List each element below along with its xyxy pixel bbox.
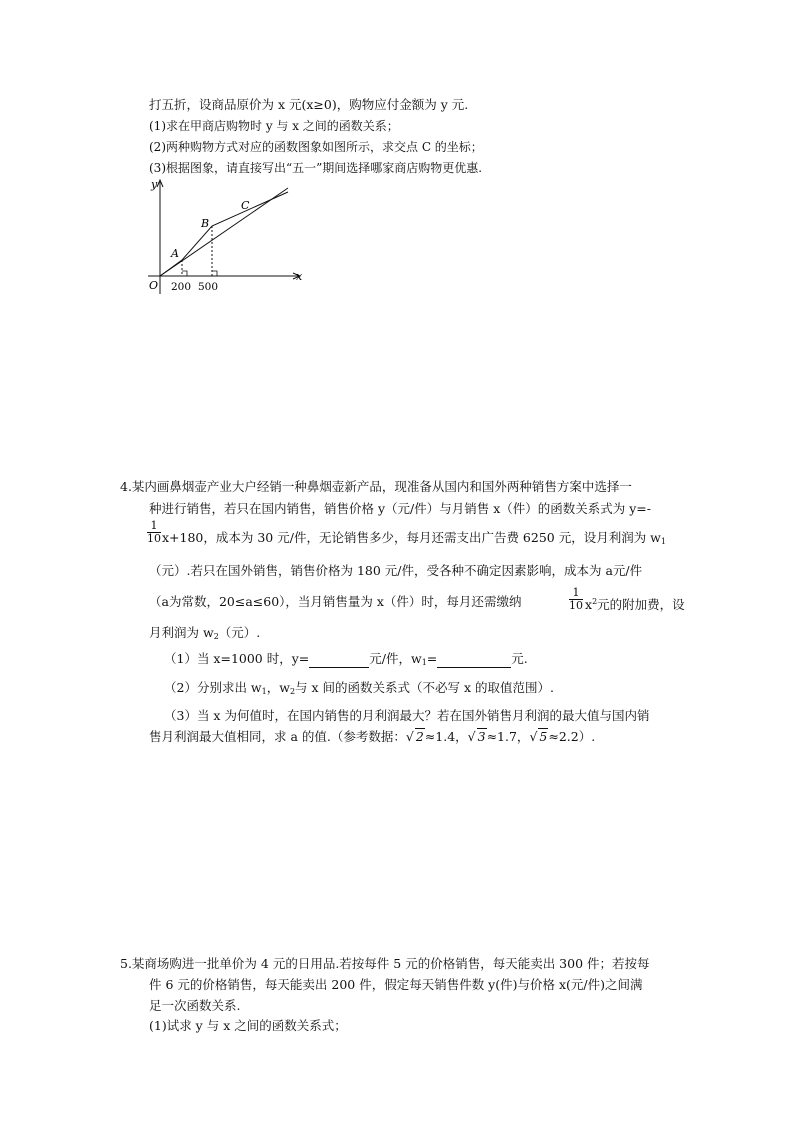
p3-line-4: (3)根据图象，请直接写出“五一”期间选择哪家商店购物更优惠. (149, 161, 483, 175)
p4-fraction-1-num: 1 (147, 520, 161, 533)
p4-sqrt5: 5 (539, 729, 548, 744)
p4-line-5-sup: 2 (592, 597, 598, 606)
p4-question-1 (164, 651, 528, 671)
p4-fraction-2 (569, 587, 583, 612)
p4-line-6-sub: 2 (213, 632, 219, 641)
p4-line-5b (585, 594, 685, 613)
p4-question-3-line-1: （3）当 x 为何值时，在国内销售的月利润最大？若在国外销售月利润的最大值与国内销 (164, 708, 650, 723)
p4-fraction-1-den: 10 (147, 532, 161, 545)
p5-line-4: (1)试求 y 与 x 之间的函数关系式； (149, 1018, 347, 1033)
function-graph (140, 176, 310, 296)
p4-line-3-sub: 1 (660, 537, 666, 546)
p4-line-2: 种进行销售，若只在国内销售，销售价格 y（元/件）与月销售 x（件）的函数关系式为 y=- (149, 501, 652, 516)
p4-q2-sub2: 2 (289, 687, 296, 696)
p5-line-2: 件 6 元的价格销售，每天能卖出 200 件，假定每天销售件数 y(件)与价格 x(元/件)之间满 (149, 977, 643, 992)
right-angle-200 (182, 271, 187, 276)
radical-icon: √ (405, 729, 414, 744)
right-angle-500 (212, 271, 217, 276)
p4-sqrt2: 2 (415, 729, 424, 744)
p4-approx3: ≈1.7， (486, 729, 530, 744)
p4-line-3-text: x+180，成本为 30 元/件，无论销售多少，每月还需支出广告费 6250 元，设月利润为 w (162, 530, 661, 545)
label-point-b: B (201, 217, 210, 230)
label-point-a: A (171, 247, 179, 260)
p4-q1-a: （1）当 x=1000 时，y= (164, 651, 310, 666)
p4-q3-ref-label: 售月利润最大值相同，求 a 的值.（参考数据： (149, 729, 406, 744)
p4-line-6-a: 月利润为 w (149, 625, 214, 640)
p4-q2-sub1: 1 (261, 687, 267, 696)
p5-line-3: 足一次函数关系. (149, 998, 241, 1013)
p4-question-3-line-2 (149, 728, 595, 745)
p4-q1-sub: 1 (421, 658, 427, 667)
p4-approx2: ≈1.4， (424, 729, 468, 744)
label-point-c: C (241, 199, 250, 212)
p4-q1-c: = (426, 651, 438, 666)
p4-q2-b: ，w (266, 680, 290, 695)
p4-line-1: 4.某内画鼻烟壶产业大户经销一种鼻烟壶新产品，现准备从国内和国外两种销售方案中选择一 (120, 479, 632, 494)
line-one (160, 188, 288, 276)
p4-line-5a: （a为常数，20≤a≤60），当月销售量为 x（件）时，每月还需缴纳 (149, 594, 522, 609)
p5-line-1: 5.某商场购进一批单价为 4 元的日用品.若按每件 5 元的价格销售，每天能卖出 300 件；若按每 (120, 956, 650, 971)
p4-fraction-2-den: 10 (569, 599, 583, 612)
tick-label-500: 500 (198, 281, 219, 293)
p4-line-6 (149, 625, 260, 645)
p4-fraction-1 (147, 520, 161, 545)
label-y: y (151, 178, 158, 191)
p4-sqrt3: 3 (477, 729, 486, 744)
p4-line-6-b: （元）. (218, 625, 261, 640)
p4-line-5-text: 元的附加费，设 (597, 597, 685, 612)
p4-line-3 (162, 530, 666, 550)
label-x: x (296, 270, 303, 283)
p3-line-2: (1)求在甲商店购物时 y 与 x 之间的函数关系； (149, 119, 399, 133)
radical-icon: √ (529, 729, 538, 744)
p4-approx5: ≈2.2）. (548, 729, 596, 744)
p4-q1-blank-y[interactable] (309, 651, 369, 668)
tick-label-200: 200 (171, 281, 192, 293)
p4-q2-c: 与 x 间的函数关系式（不必写 x 的取值范围）. (295, 680, 554, 695)
label-origin: O (149, 279, 159, 292)
p4-line-4: （元）.若只在国外销售，销售价格为 180 元/件，受各种不确定因素影响，成本为 a元/件 (149, 563, 643, 578)
p4-q1-blank-w1[interactable] (437, 651, 511, 668)
p4-q1-d: 元. (511, 651, 528, 666)
p4-fraction-2-num: 1 (569, 587, 583, 600)
p4-question-2 (164, 680, 554, 700)
p4-q2-a: （2）分别求出 w (164, 680, 262, 695)
p4-line-5-x: x (585, 597, 593, 612)
p4-q1-b: 元/件，w (369, 651, 422, 666)
p3-line-1: 打五折，设商品原价为 x 元(x≥0)，购物应付金额为 y 元. (149, 97, 469, 112)
radical-icon: √ (467, 729, 476, 744)
p3-line-3: (2)两种购物方式对应的函数图象如图所示，求交点 C 的坐标； (149, 140, 483, 154)
